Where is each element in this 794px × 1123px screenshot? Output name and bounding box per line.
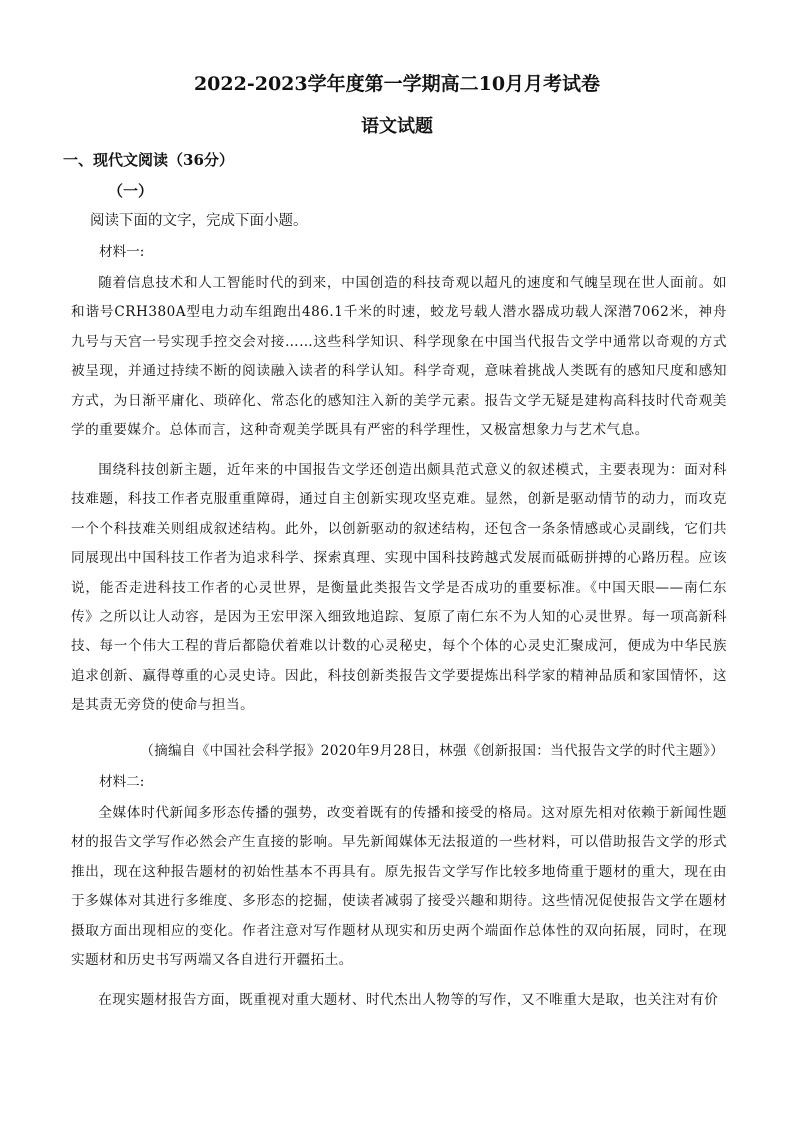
exam-title: 2022-2023学年度第一学期高二10月月考试卷	[193, 73, 601, 95]
subject-title: 语文试题	[361, 116, 433, 137]
material-one-paragraph: 围绕科技创新主题，近年来的中国报告文学还创造出颇具范式意义的叙述模式，主要表现为：面对科技难题，科技工作者克服重重障碍，通过自主创新实现攻坚克难。显然，创新是驱动情节的动力，而攻克一个个科技难关则组成叙述结构。此外，以创新驱动的叙述结构，还包含一条条情感或心灵副线，它们共同展现出中国科技工作者为追求科学、探索真理、实现中国科技跨越式发展而砥砺拼搏的心路历程。应该说，能否走进科技工作者的心灵世界，是衡量此类报告文学是否成功的重要标准。《中国天眼——南仁东传》之所以让人动容，是因为王宏甲深入细致地追踪、复原了南仁东不为人知的心灵世界。每一项高新科技、每一个伟大工程的背后都隐伏着难以计数的心灵秘史，每个个体的心灵史汇聚成河，便成为中华民族追求创新、赢得尊重的心灵史诗。因此，科技创新类报告文学要提炼出科学家的精神品质和家国情怀，这是其责无旁贷的使命与担当。	[71, 462, 727, 714]
reading-instruction: 阅读下面的文字，完成下面小题。	[90, 213, 308, 229]
material-two-paragraph: 在现实题材报告方面，既重视对重大题材、时代杰出人物等的写作，又不唯重大是取，也关注对有价	[98, 992, 719, 1008]
material-one-source: （摘编自《中国社会科学报》2020年9月28日，林强《创新报国：当代报告文学的时代主题》）	[140, 743, 724, 759]
material-two-label: 材料二:	[99, 774, 145, 790]
material-one-label: 材料一:	[99, 244, 145, 260]
section-heading: 一、现代文阅读（36分）	[63, 151, 234, 169]
material-two-paragraph: 全媒体时代新闻多形态传播的强势，改变着既有的传播和接受的格局。这对原先相对依赖于新闻性题材的报告文学写作必然会产生直接的影响。早先新闻媒体无法报道的一些材料，可以借助报告文学的形式推出，现在这种报告题材的初始性基本不再具有。原先报告文学写作比较多地倚重于题材的重大，现在由于多媒体对其进行多维度、多形态的挖掘，使读者减弱了接受兴趣和期待。这些情况促使报告文学在题材摄取方面出现相应的变化。作者注意对写作题材从现实和历史两个端面作总体性的双向拓展，同时，在现实题材和历史书写两端又各自进行开疆拓土。	[71, 805, 727, 969]
part-heading: （一）	[108, 182, 154, 200]
material-one-paragraph: 随着信息技术和人工智能时代的到来，中国创造的科技奇观以超凡的速度和气魄呈现在世人面前。如和谐号CRH380A型电力动车组跑出486.1千米的时速，蛟龙号载人潜水器成功载人深潜7062米，神舟九号与天宫一号实现手控交会对接……这些科学知识、科学现象在中国当代报告文学中通常以奇观的方式被呈现，并通过持续不断的阅读融入读者的科学认知。科学奇观，意味着挑战人类既有的感知尺度和感知方式，为日渐平庸化、琐碎化、常态化的感知注入新的美学元素。报告文学无疑是建构高科技时代奇观美学的重要媒介。总体而言，这种奇观美学既具有严密的科学理性，又极富想象力与艺术气息。	[71, 275, 727, 439]
